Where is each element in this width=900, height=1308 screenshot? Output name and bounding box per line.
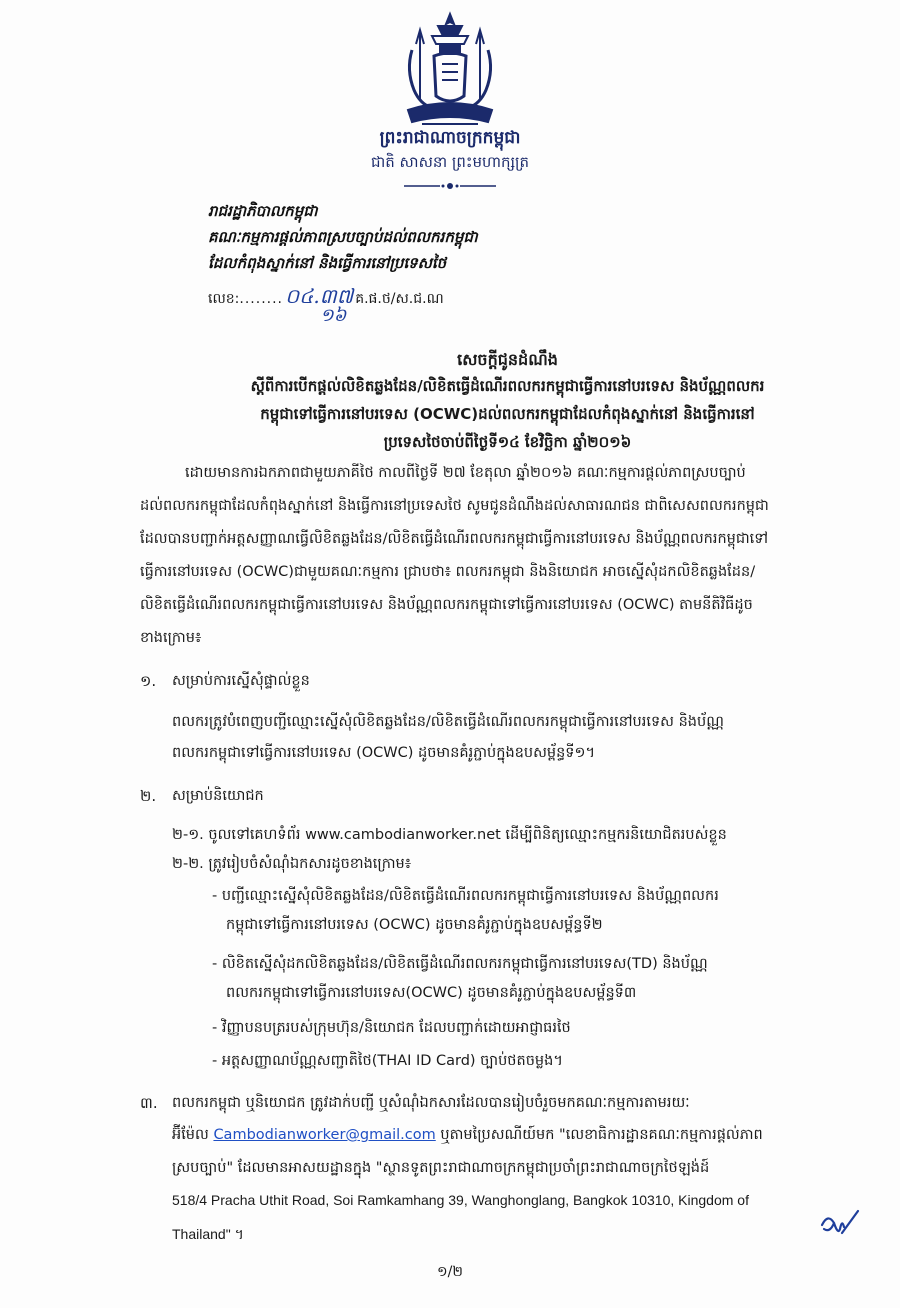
intro-line-3: ដែលបានបញ្ជាក់អត្តសញ្ញាណធ្វើលិខិតឆ្លងដែន/លិខិតធ្វើដំណើរពលករកម្ពុជាធ្វើការនៅបរទេស និងប័ណ្ណពលករកម្ពុជាទៅ <box>140 531 769 547</box>
reference-label: លេខ: <box>208 291 240 307</box>
section-3-line-3: ស្របច្បាប់" ដែលមានអាសយដ្ឋានក្នុង "ស្ថានទូតព្រះរាជាណាចក្រកម្ពុជាប្រចាំព្រះរាជាណាចក្រថៃឡង់ដ៍ <box>172 1160 710 1176</box>
section-3-number: ៣. <box>140 1094 158 1112</box>
intro-line-4: ធ្វើការនៅបរទេស (OCWC)ជាមួយគណៈកម្មការ ជ្រាបថា៖ ពលករកម្ពុជា និងនិយោជក អាចស្នើសុំដកលិខិតឆ្លងដែន/ <box>140 564 756 580</box>
section-2-number: ២. <box>140 787 157 805</box>
national-motto: ជាតិ សាសនា ព្រះមហាក្សត្រ <box>370 153 530 171</box>
reference-suffix: គ.ផ.ថ/ស.ជ.ណ <box>355 291 444 307</box>
section-1-line-2: ពលករកម្ពុជាទៅធ្វើការនៅបរទេស (OCWC) ដូចមានគំរូភ្ជាប់ក្នុងឧបសម្ព័ន្ធទី១។ <box>172 745 596 761</box>
kingdom-name: ព្រះរាជាណាចក្រកម្ពុជា <box>379 128 521 148</box>
section-3-line-2 <box>172 1126 763 1147</box>
section-2-bullet-4: - អត្តសញ្ញាណប័ណ្ណសញ្ជាតិថៃ(THAI ID Card) ច្បាប់ថតចម្លង។ <box>212 1053 563 1069</box>
divider-ornament <box>400 180 500 192</box>
handwritten-initials-signature <box>818 1207 862 1241</box>
section-3-address-end: Thailand" ។ <box>172 1226 244 1242</box>
section-2-sub-2: ២-២. ត្រូវរៀបចំសំណុំឯកសារដូចខាងក្រោម៖ <box>172 856 412 872</box>
issuer-government: រាជរដ្ឋាភិបាលកម្ពុជា <box>208 202 318 220</box>
reference-number-handwritten: ០៤.៣៧ <box>285 284 354 308</box>
reference-year-handwritten: ១៦ <box>320 305 347 326</box>
section-2-bullet-3: - វិញ្ញាបនបត្ររបស់ក្រុមហ៊ុន/និយោជក ដែលបញ្ជាក់ដោយអាជ្ញាធរថៃ <box>212 1020 571 1036</box>
section-2-bullet-2-line-2: ពលករកម្ពុជាទៅធ្វើការនៅបរទេស(OCWC) ដូចមានគំរូភ្ជាប់ក្នុងឧបសម្ព័ន្ធទី៣ <box>226 985 637 1001</box>
issuer-scope: ដែលកំពុងស្នាក់នៅ និងធ្វើការនៅប្រទេសថៃ <box>208 254 447 272</box>
intro-line-5: លិខិតធ្វើដំណើរពលករកម្ពុជាធ្វើការនៅបរទេស និងប័ណ្ណពលករកម្ពុជាទៅធ្វើការនៅបរទេស (OCWC) តាមនីតិវិធីដូច <box>140 597 753 613</box>
section-1-number: ១. <box>140 672 157 690</box>
section-2-sub-1-prefix: ២-១. ចូលទៅគេហទំព័រ <box>172 827 306 843</box>
section-2-sub-1 <box>172 826 727 847</box>
section-1-line-1: ពលករត្រូវបំពេញបញ្ជីឈ្មោះស្នើសុំលិខិតឆ្លងដែន/លិខិតធ្វើដំណើរពលករកម្ពុជាធ្វើការនៅបរទេស និងប័ណ្ណ <box>172 714 724 730</box>
section-3-line-1: ពលករកម្ពុជា ឬនិយោជក ត្រូវដាក់បញ្ជី ឬសំណុំឯកសារដែលបានរៀបចំរួចមកគណៈកម្មការតាមរយៈ <box>172 1095 690 1111</box>
section-1-heading: សម្រាប់ការស្នើសុំផ្ទាល់ខ្លួន <box>172 673 310 689</box>
section-2-heading: សម្រាប់និយោជក <box>172 788 264 804</box>
section-2-bullet-1-line-2: កម្ពុជាទៅធ្វើការនៅបរទេស (OCWC) ដូចមានគំរូភ្ជាប់ក្នុងឧបសម្ព័ន្ធទី២ <box>226 917 603 933</box>
notice-subject-line-2: កម្ពុជាទៅធ្វើការនៅបរទេស (OCWC)ដល់ពលករកម្ពុជាដែលកំពុងស្នាក់នៅ និងធ្វើការនៅ <box>260 405 755 423</box>
issuer-commission: គណៈកម្មការផ្តល់ភាពស្របច្បាប់ដល់ពលករកម្ពុជា <box>208 228 478 246</box>
section-3-line-2-prefix: អ៊ីម៉ែល <box>172 1127 214 1143</box>
website-link[interactable]: www.cambodianworker.net <box>305 827 501 843</box>
intro-line-2: ដល់ពលករកម្ពុជាដែលកំពុងស្នាក់នៅ និងធ្វើការនៅប្រទេសថៃ សូមជូនដំណឹងដល់សាធារណជន ជាពិសេសពលករកម្ពុជា <box>140 498 769 514</box>
notice-subject-line-1: ស្តីពីការបើកផ្តល់លិខិតឆ្លងដែន/លិខិតធ្វើដំណើរពលករកម្ពុជាធ្វើការនៅបរទេស និងប័ណ្ណពលករ <box>250 377 765 395</box>
section-3-line-2-suffix: ឬតាមប្រៃសណីយ៍មក "លេខាធិការដ្ឋានគណៈកម្មការផ្តល់ភាព <box>435 1127 763 1143</box>
section-2-bullet-2-line-1: - លិខិតស្នើសុំដកលិខិតឆ្លងដែន/លិខិតធ្វើដំណើរពលករកម្ពុជាធ្វើការនៅបរទេស(TD) និងប័ណ្ណ <box>212 956 708 972</box>
notice-subject-line-3: ប្រទេសថៃចាប់ពីថ្ងៃទី១៤ ខែវិច្ឆិកា ឆ្នាំ២០១៦ <box>383 433 632 451</box>
intro-line-1: ដោយមានការឯកភាពជាមួយភាគីថៃ កាលពីថ្ងៃទី ២៧ ខែតុលា ឆ្នាំ២០១៦ គណៈកម្មការផ្តល់ភាពស្របច្បាប់ <box>185 465 746 481</box>
section-2-bullet-1-line-1: - បញ្ជីឈ្មោះស្នើសុំលិខិតឆ្លងដែន/លិខិតធ្វើដំណើរពលករកម្ពុជាធ្វើការនៅបរទេស និងប័ណ្ណពលករ <box>212 888 719 904</box>
section-2-sub-1-suffix: ដើម្បីពិនិត្យឈ្មោះកម្មករនិយោជិតរបស់ខ្លួន <box>500 827 727 843</box>
notice-title: សេចក្តីជូនដំណឹង <box>457 350 558 369</box>
page-number: ១/២ <box>437 1264 463 1280</box>
royal-coat-of-arms-emblem <box>398 10 502 132</box>
section-3-address-line: 518/4 Pracha Uthit Road, Soi Ramkamhang 39, Wanghonglang, Bangkok 10310, Kingdom of <box>172 1192 749 1208</box>
email-link[interactable]: Cambodianworker@gmail.com <box>213 1127 436 1143</box>
intro-line-6: ខាងក្រោម៖ <box>140 630 202 646</box>
reference-dots: ........ <box>239 291 283 307</box>
